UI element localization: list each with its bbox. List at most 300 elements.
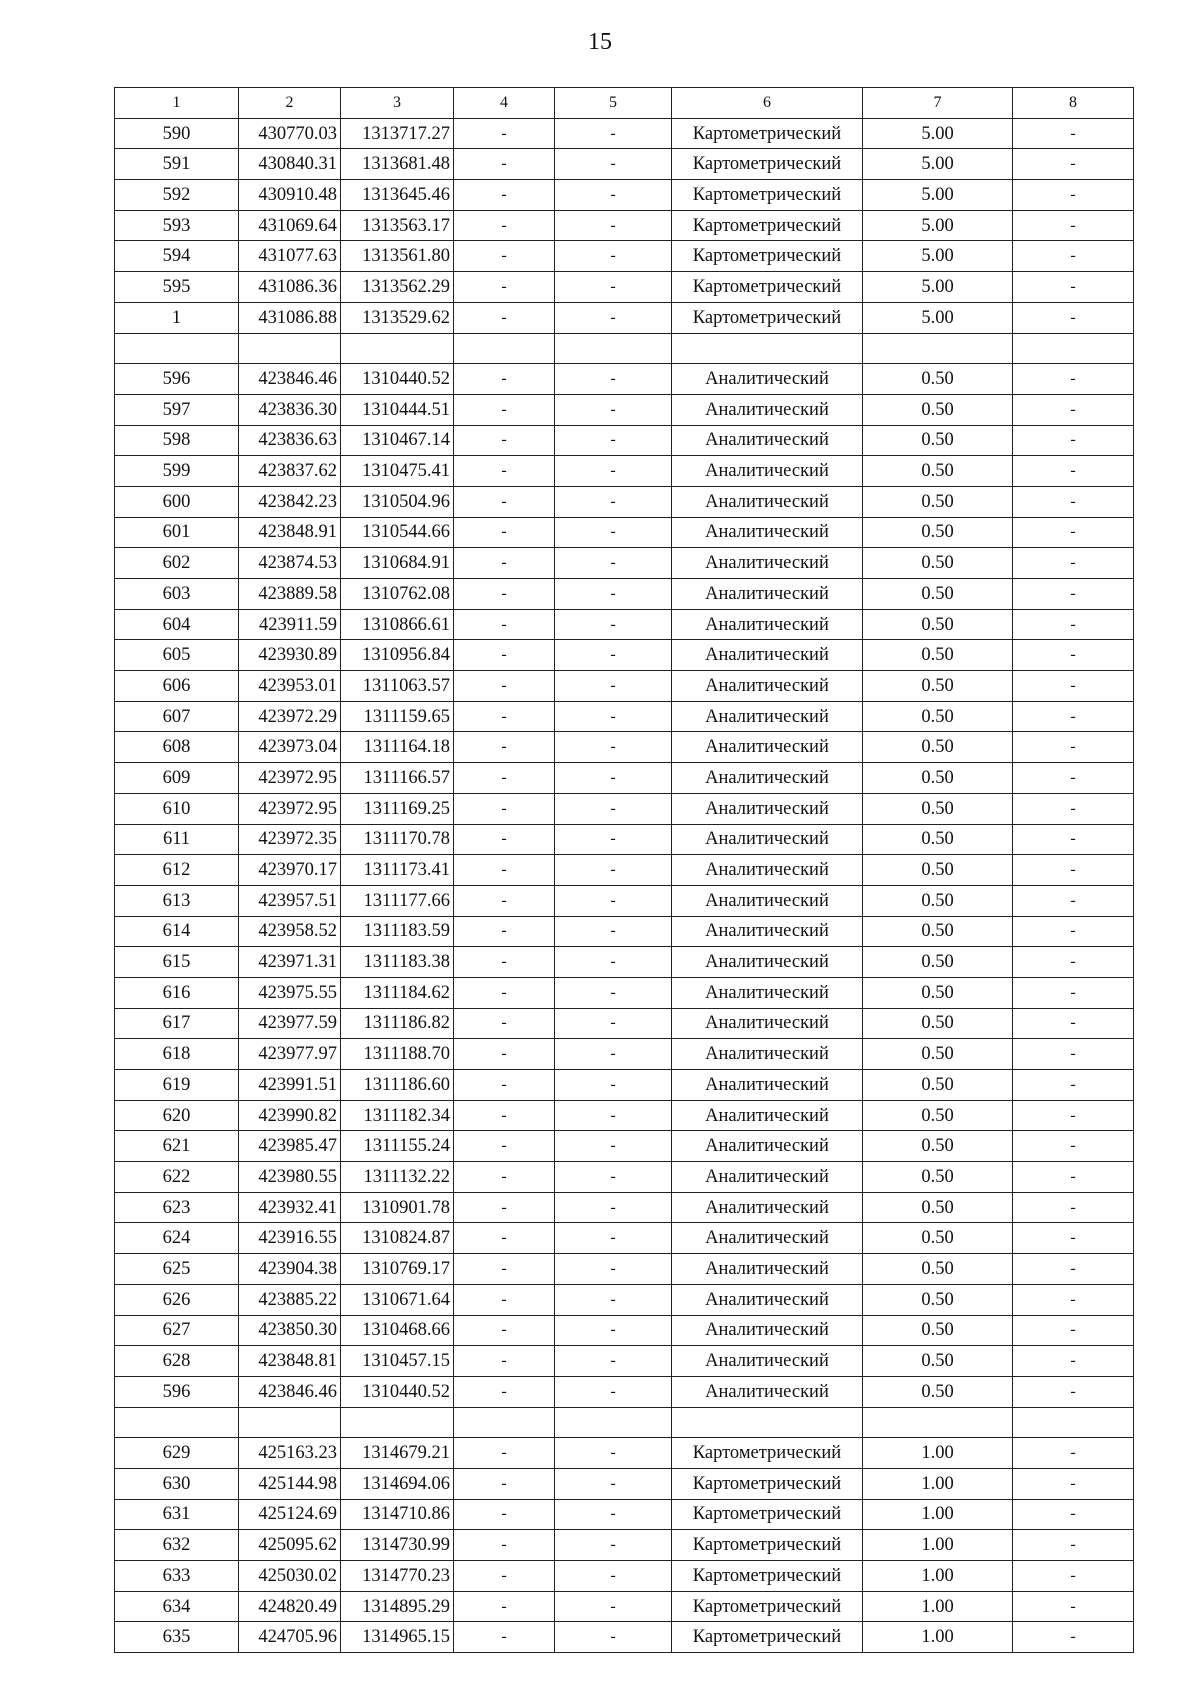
table-row [115,210,1134,241]
method-cell: Аналитический [672,1039,863,1070]
point-number-cell: 634 [115,1591,239,1622]
col-5-cell [555,1407,672,1438]
method-cell: Аналитический [672,1070,863,1101]
col-8-cell: - [1013,1192,1134,1223]
coord-x-cell: 424820.49 [239,1591,341,1622]
col-5-cell: - [555,1346,672,1377]
col-8-cell: - [1013,1162,1134,1193]
point-number-cell: 590 [115,118,239,149]
table-row [115,1591,1134,1622]
method-cell: Аналитический [672,609,863,640]
method-cell: Картометрический [672,1530,863,1561]
col-8-cell: - [1013,1131,1134,1162]
col-5-cell: - [555,885,672,916]
coord-y-cell: 1314694.06 [341,1468,454,1499]
method-cell: Картометрический [672,1622,863,1653]
point-number-cell: 608 [115,732,239,763]
coord-x-cell: 423973.04 [239,732,341,763]
col-4-cell: - [454,855,555,886]
col-4-cell: - [454,1561,555,1592]
accuracy-cell: 0.50 [863,1254,1013,1285]
coord-x-cell: 423889.58 [239,579,341,610]
col-5-cell: - [555,180,672,211]
accuracy-cell: 5.00 [863,302,1013,333]
method-cell: Аналитический [672,916,863,947]
method-cell: Аналитический [672,394,863,425]
separator-row [115,333,1134,364]
col-5-cell: - [555,1376,672,1407]
col-8-cell: - [1013,1530,1134,1561]
col-8-cell: - [1013,1591,1134,1622]
coord-y-cell: 1314895.29 [341,1591,454,1622]
table-row [115,517,1134,548]
accuracy-cell: 0.50 [863,977,1013,1008]
col-4-cell: - [454,1254,555,1285]
accuracy-cell [863,333,1013,364]
col-4-cell: - [454,1376,555,1407]
method-cell: Аналитический [672,885,863,916]
method-cell: Аналитический [672,1315,863,1346]
col-5-cell: - [555,1223,672,1254]
coord-x-cell: 423846.46 [239,1376,341,1407]
table-row [115,732,1134,763]
col-5-cell: - [555,947,672,978]
coord-y-cell: 1311183.59 [341,916,454,947]
method-cell: Картометрический [672,302,863,333]
point-number-cell: 601 [115,517,239,548]
table-row [115,118,1134,149]
header-cell-4: 4 [454,88,555,119]
col-5-cell: - [555,701,672,732]
method-cell: Аналитический [672,517,863,548]
coord-x-cell: 423953.01 [239,671,341,702]
table-row [115,1192,1134,1223]
point-number-cell: 618 [115,1039,239,1070]
coord-y-cell: 1310824.87 [341,1223,454,1254]
coord-y-cell: 1314965.15 [341,1622,454,1653]
method-cell: Аналитический [672,701,863,732]
coord-y-cell: 1311169.25 [341,793,454,824]
method-cell: Аналитический [672,824,863,855]
col-4-cell: - [454,763,555,794]
accuracy-cell: 1.00 [863,1438,1013,1469]
table-row [115,241,1134,272]
col-4-cell: - [454,977,555,1008]
col-8-cell: - [1013,916,1134,947]
point-number-cell: 609 [115,763,239,794]
method-cell: Аналитический [672,793,863,824]
coord-y-cell: 1313645.46 [341,180,454,211]
table-row [115,855,1134,886]
method-cell: Аналитический [672,486,863,517]
table-row [115,609,1134,640]
coord-y-cell: 1310901.78 [341,1192,454,1223]
col-8-cell: - [1013,947,1134,978]
point-number-cell: 599 [115,456,239,487]
accuracy-cell: 0.50 [863,517,1013,548]
method-cell: Аналитический [672,1192,863,1223]
col-8-cell: - [1013,701,1134,732]
col-8-cell: - [1013,1039,1134,1070]
col-4-cell: - [454,394,555,425]
table-row [115,1131,1134,1162]
col-5-cell: - [555,916,672,947]
coord-y-cell: 1311188.70 [341,1039,454,1070]
coord-y-cell: 1310684.91 [341,548,454,579]
col-5-cell: - [555,1008,672,1039]
col-5-cell: - [555,425,672,456]
coord-x-cell: 431086.88 [239,302,341,333]
col-4-cell: - [454,272,555,303]
coord-y-cell: 1310444.51 [341,394,454,425]
col-4-cell: - [454,793,555,824]
accuracy-cell: 0.50 [863,1039,1013,1070]
col-8-cell: - [1013,1622,1134,1653]
coord-y-cell: 1311183.38 [341,947,454,978]
coord-y-cell [341,1407,454,1438]
col-8-cell: - [1013,671,1134,702]
col-5-cell: - [555,1162,672,1193]
table-row [115,456,1134,487]
accuracy-cell: 0.50 [863,793,1013,824]
point-number-cell: 606 [115,671,239,702]
method-cell: Картометрический [672,1561,863,1592]
coord-x-cell: 423972.95 [239,763,341,794]
col-8-cell: - [1013,394,1134,425]
col-5-cell: - [555,1530,672,1561]
col-5-cell: - [555,241,672,272]
point-number-cell: 617 [115,1008,239,1039]
coord-y-cell: 1313717.27 [341,118,454,149]
method-cell: Аналитический [672,763,863,794]
point-number-cell: 594 [115,241,239,272]
coord-x-cell: 423975.55 [239,977,341,1008]
col-8-cell: - [1013,241,1134,272]
col-4-cell: - [454,486,555,517]
coord-y-cell: 1310468.66 [341,1315,454,1346]
col-5-cell: - [555,793,672,824]
col-4-cell: - [454,947,555,978]
point-number-cell: 630 [115,1468,239,1499]
method-cell: Аналитический [672,1284,863,1315]
col-8-cell: - [1013,180,1134,211]
table-row [115,1376,1134,1407]
method-cell: Картометрический [672,1591,863,1622]
table-row [115,579,1134,610]
col-8-cell: - [1013,1438,1134,1469]
col-5-cell: - [555,977,672,1008]
table-row [115,364,1134,395]
coord-x-cell: 423904.38 [239,1254,341,1285]
page-number: 15 [588,29,612,55]
coord-y-cell: 1311164.18 [341,732,454,763]
method-cell: Аналитический [672,364,863,395]
coord-y-cell: 1311170.78 [341,824,454,855]
accuracy-cell: 1.00 [863,1499,1013,1530]
col-4-cell: - [454,241,555,272]
accuracy-cell: 0.50 [863,456,1013,487]
method-cell: Аналитический [672,671,863,702]
point-number-cell: 622 [115,1162,239,1193]
table-row [115,1162,1134,1193]
coord-y-cell: 1310457.15 [341,1346,454,1377]
col-5-cell: - [555,732,672,763]
coord-x-cell: 423874.53 [239,548,341,579]
accuracy-cell: 0.50 [863,1346,1013,1377]
point-number-cell: 624 [115,1223,239,1254]
coord-y-cell: 1310762.08 [341,579,454,610]
point-number-cell: 631 [115,1499,239,1530]
coord-x-cell: 423842.23 [239,486,341,517]
col-4-cell: - [454,1591,555,1622]
coord-y-cell [341,333,454,364]
table-row [115,1315,1134,1346]
method-cell: Аналитический [672,579,863,610]
table-row [115,671,1134,702]
col-4-cell: - [454,1100,555,1131]
table-row [115,394,1134,425]
coord-x-cell [239,1407,341,1438]
coord-x-cell: 423991.51 [239,1070,341,1101]
coord-x-cell [239,333,341,364]
accuracy-cell: 1.00 [863,1530,1013,1561]
table-header-row [115,88,1134,119]
col-4-cell: - [454,302,555,333]
coord-y-cell: 1313563.17 [341,210,454,241]
col-5-cell: - [555,394,672,425]
col-8-cell: - [1013,456,1134,487]
coord-y-cell: 1314679.21 [341,1438,454,1469]
coord-y-cell: 1310440.52 [341,364,454,395]
table-row [115,1070,1134,1101]
col-4-cell: - [454,1192,555,1223]
col-8-cell: - [1013,1223,1134,1254]
point-number-cell: 625 [115,1254,239,1285]
method-cell: Картометрический [672,1438,863,1469]
col-5-cell: - [555,364,672,395]
coord-x-cell: 423930.89 [239,640,341,671]
col-8-cell: - [1013,272,1134,303]
coord-y-cell: 1311063.57 [341,671,454,702]
coord-x-cell: 423848.81 [239,1346,341,1377]
col-4-cell: - [454,1223,555,1254]
coord-x-cell: 423850.30 [239,1315,341,1346]
point-number-cell: 596 [115,364,239,395]
col-5-cell: - [555,855,672,886]
col-4-cell: - [454,885,555,916]
accuracy-cell: 0.50 [863,947,1013,978]
coord-x-cell: 423848.91 [239,517,341,548]
col-8-cell: - [1013,885,1134,916]
point-number-cell: 611 [115,824,239,855]
point-number-cell: 604 [115,609,239,640]
coord-x-cell: 423985.47 [239,1131,341,1162]
col-4-cell: - [454,425,555,456]
method-cell: Аналитический [672,1376,863,1407]
col-8-cell: - [1013,640,1134,671]
point-number-cell: 591 [115,149,239,180]
accuracy-cell: 0.50 [863,1008,1013,1039]
coord-y-cell: 1310769.17 [341,1254,454,1285]
table-row [115,1039,1134,1070]
col-5-cell: - [555,210,672,241]
col-5-cell: - [555,1100,672,1131]
col-4-cell: - [454,916,555,947]
col-4-cell: - [454,640,555,671]
point-number-cell: 602 [115,548,239,579]
table-row [115,1438,1134,1469]
header-cell-1: 1 [115,88,239,119]
coord-x-cell: 423958.52 [239,916,341,947]
table-row [115,149,1134,180]
coord-y-cell: 1310440.52 [341,1376,454,1407]
accuracy-cell: 5.00 [863,180,1013,211]
accuracy-cell: 1.00 [863,1622,1013,1653]
point-number-cell: 616 [115,977,239,1008]
table-row [115,1346,1134,1377]
table-row [115,763,1134,794]
table-row [115,793,1134,824]
accuracy-cell: 5.00 [863,210,1013,241]
point-number-cell: 619 [115,1070,239,1101]
col-4-cell: - [454,1284,555,1315]
method-cell: Аналитический [672,1254,863,1285]
coord-x-cell: 425144.98 [239,1468,341,1499]
coord-x-cell: 425124.69 [239,1499,341,1530]
coord-y-cell: 1311186.82 [341,1008,454,1039]
col-5-cell: - [555,486,672,517]
col-4-cell: - [454,609,555,640]
col-5-cell [555,333,672,364]
col-5-cell: - [555,579,672,610]
col-5-cell: - [555,1315,672,1346]
coord-y-cell: 1310956.84 [341,640,454,671]
col-5-cell: - [555,1039,672,1070]
col-4-cell: - [454,180,555,211]
col-4-cell: - [454,701,555,732]
coord-y-cell: 1310504.96 [341,486,454,517]
table-row [115,425,1134,456]
point-number-cell: 1 [115,302,239,333]
method-cell: Аналитический [672,1100,863,1131]
col-8-cell: - [1013,548,1134,579]
method-cell: Картометрический [672,118,863,149]
header-cell-5: 5 [555,88,672,119]
table-row [115,272,1134,303]
coord-x-cell: 423932.41 [239,1192,341,1223]
accuracy-cell: 0.50 [863,609,1013,640]
col-4-cell: - [454,1438,555,1469]
coord-x-cell: 423837.62 [239,456,341,487]
col-8-cell: - [1013,793,1134,824]
table-row [115,947,1134,978]
point-number-cell [115,1407,239,1438]
col-8-cell: - [1013,1070,1134,1101]
col-4-cell: - [454,824,555,855]
table-row [115,1499,1134,1530]
coord-y-cell: 1311166.57 [341,763,454,794]
col-4-cell: - [454,118,555,149]
accuracy-cell: 0.50 [863,548,1013,579]
point-number-cell [115,333,239,364]
col-4-cell: - [454,456,555,487]
accuracy-cell: 0.50 [863,394,1013,425]
coord-y-cell: 1311132.22 [341,1162,454,1193]
accuracy-cell: 0.50 [863,885,1013,916]
point-number-cell: 612 [115,855,239,886]
coord-y-cell: 1311173.41 [341,855,454,886]
col-4-cell: - [454,1499,555,1530]
col-4-cell: - [454,149,555,180]
table-row [115,180,1134,211]
accuracy-cell: 0.50 [863,364,1013,395]
col-8-cell: - [1013,118,1134,149]
accuracy-cell: 0.50 [863,1131,1013,1162]
accuracy-cell: 0.50 [863,1162,1013,1193]
col-4-cell: - [454,1346,555,1377]
point-number-cell: 626 [115,1284,239,1315]
col-8-cell: - [1013,517,1134,548]
col-5-cell: - [555,824,672,855]
col-5-cell: - [555,1131,672,1162]
col-5-cell: - [555,1254,672,1285]
table-row [115,701,1134,732]
accuracy-cell: 0.50 [863,763,1013,794]
col-5-cell: - [555,118,672,149]
accuracy-cell: 1.00 [863,1468,1013,1499]
table-row [115,977,1134,1008]
col-4-cell: - [454,1131,555,1162]
coord-y-cell: 1313562.29 [341,272,454,303]
col-8-cell: - [1013,1008,1134,1039]
col-8-cell: - [1013,1284,1134,1315]
point-number-cell: 621 [115,1131,239,1162]
col-4-cell: - [454,210,555,241]
table-row [115,885,1134,916]
table-row [115,302,1134,333]
col-5-cell: - [555,1192,672,1223]
col-4-cell: - [454,1162,555,1193]
coord-x-cell: 431086.36 [239,272,341,303]
col-8-cell [1013,1407,1134,1438]
col-5-cell: - [555,456,672,487]
method-cell: Картометрический [672,210,863,241]
method-cell [672,333,863,364]
point-number-cell: 629 [115,1438,239,1469]
point-number-cell: 620 [115,1100,239,1131]
col-4-cell: - [454,1530,555,1561]
point-number-cell: 593 [115,210,239,241]
accuracy-cell: 0.50 [863,701,1013,732]
coord-y-cell: 1313681.48 [341,149,454,180]
coord-x-cell: 423972.29 [239,701,341,732]
col-5-cell: - [555,1070,672,1101]
col-5-cell: - [555,517,672,548]
col-4-cell: - [454,1622,555,1653]
method-cell: Аналитический [672,548,863,579]
col-8-cell: - [1013,609,1134,640]
accuracy-cell: 0.50 [863,824,1013,855]
accuracy-cell: 1.00 [863,1591,1013,1622]
coord-x-cell: 423846.46 [239,364,341,395]
coord-y-cell: 1311184.62 [341,977,454,1008]
coord-x-cell: 424705.96 [239,1622,341,1653]
col-8-cell: - [1013,1346,1134,1377]
coord-y-cell: 1313561.80 [341,241,454,272]
coord-x-cell: 423916.55 [239,1223,341,1254]
coord-y-cell: 1310866.61 [341,609,454,640]
col-4-cell: - [454,364,555,395]
